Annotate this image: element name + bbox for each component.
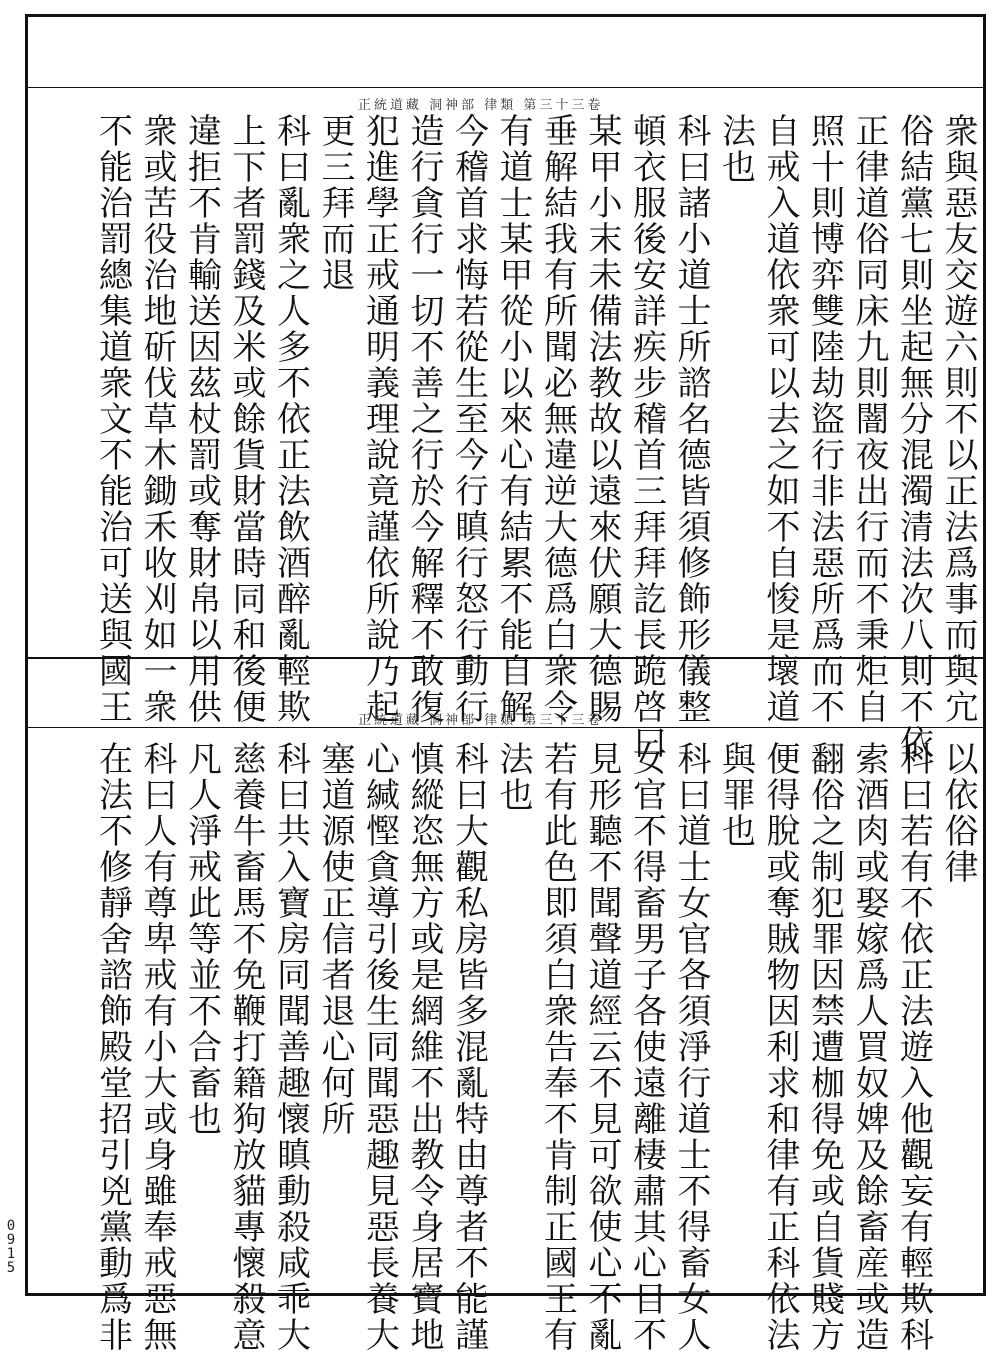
text-column: 若有此色即須白衆告奉不肯制正國王有: [537, 741, 578, 1353]
text-column: 凡人淨戒此等並不合畜也: [181, 741, 222, 1137]
page-number: 0915: [3, 1218, 19, 1274]
text-column: 頓衣服後安詳疾步稽首三拜拜訖長跪啓曰: [626, 113, 667, 761]
text-column: 翻俗之制犯罪因禁遭枷得免或自貨賤方: [804, 741, 845, 1353]
text-column: 犯進學正戒通明義理說竟謹依所說乃起: [359, 113, 400, 725]
text-column: 科曰亂衆之人多不依正法飲酒醉亂輕欺: [270, 113, 311, 725]
text-column: 科曰諸小道士所諮名德皆須修飾形儀整: [671, 113, 711, 725]
text-column: 科曰人有尊卑戒有小大或身雖奉戒惡無: [137, 741, 177, 1353]
text-column: 更三拜而退: [315, 113, 355, 293]
panel-header: 正統道藏 洞神部 律類 第三十三卷: [358, 713, 604, 728]
text-column: 與罪也: [715, 741, 756, 849]
text-column: 不能治罰總集道衆文不能治可送與國王: [92, 113, 133, 725]
text-column: 有道士某甲從小以來心有結累不能自解: [493, 113, 533, 725]
text-column: 法也: [493, 741, 533, 813]
panel-header: 正統道藏 洞神部 律類 第三十三卷: [358, 98, 604, 113]
text-column: 垂解結我有所聞必無違逆大德爲白衆令: [537, 113, 578, 725]
text-column: 造行貪行一切不善之行於今解釋不敢復: [404, 113, 444, 725]
header-rule: [28, 87, 983, 88]
text-column: 科曰若有不依正法遊入他觀妄有輕欺科: [893, 741, 934, 1353]
text-column: 慎縱恣無方或是網維不出教令身居寶地: [404, 741, 444, 1353]
text-column: 衆或苦役治地斫伐草木鋤禾收刈如一衆: [137, 113, 177, 725]
text-column: 在法不修靜舍諮飾殿堂招引兇黨動爲非: [92, 741, 133, 1353]
text-column: 塞道源使正信者退心何所: [315, 741, 355, 1137]
text-column: 慈養牛畜馬不免鞭打籍狗放貓專懷殺意: [226, 741, 266, 1353]
text-column: 衆與惡友交遊六則不以正法爲事而與宂: [938, 113, 978, 725]
text-column: 科曰共入寶房同聞善趣懷瞋動殺咸乖大: [270, 741, 311, 1353]
text-column: 正律道俗同床九則闇夜出行而不秉炬自: [849, 113, 889, 725]
text-column: 見形聽不聞聲道經云不見可欲使心不亂: [582, 741, 622, 1353]
text-column: 某甲小末未備法教故以遠來伏願大德賜: [582, 113, 622, 725]
text-column: 法也: [715, 113, 756, 185]
text-column: 女官不得畜男子各使遠離棲肅其心目不: [626, 741, 667, 1353]
bottom-panel: [25, 657, 986, 1353]
top-panel: [25, 14, 986, 761]
text-column: 違拒不肯輸送因茲杖罰或奪財帛以用供: [181, 113, 222, 725]
text-column: 以依俗律: [938, 741, 978, 885]
text-column: 科曰大觀私房皆多混亂特由尊者不能謹: [448, 741, 489, 1353]
text-column: 自戒入道依衆可以去之如不自悛是壞道: [760, 113, 800, 725]
text-column: 便得脫或奪賊物因利求和律有正科依法: [760, 741, 800, 1353]
text-column: 照十則博弈雙陸劫盜行非法惡所爲而不: [804, 113, 845, 725]
text-column: 今稽首求悔若從生至今行瞋行怒行動行: [448, 113, 489, 725]
text-column: 索酒肉或娶嫁爲人買奴婢及餘畜産或造: [849, 741, 889, 1353]
text-column: 科曰道士女官各須淨行道士不得畜女人: [671, 741, 711, 1353]
text-column: 心緘慳貪導引後生同聞惡趣見惡長養大: [359, 741, 400, 1353]
text-column: 俗結黨七則坐起無分混濁清法次八則不依: [893, 113, 934, 761]
text-column: 上下者罰錢及米或餘貨財當時同和後便: [226, 113, 266, 725]
